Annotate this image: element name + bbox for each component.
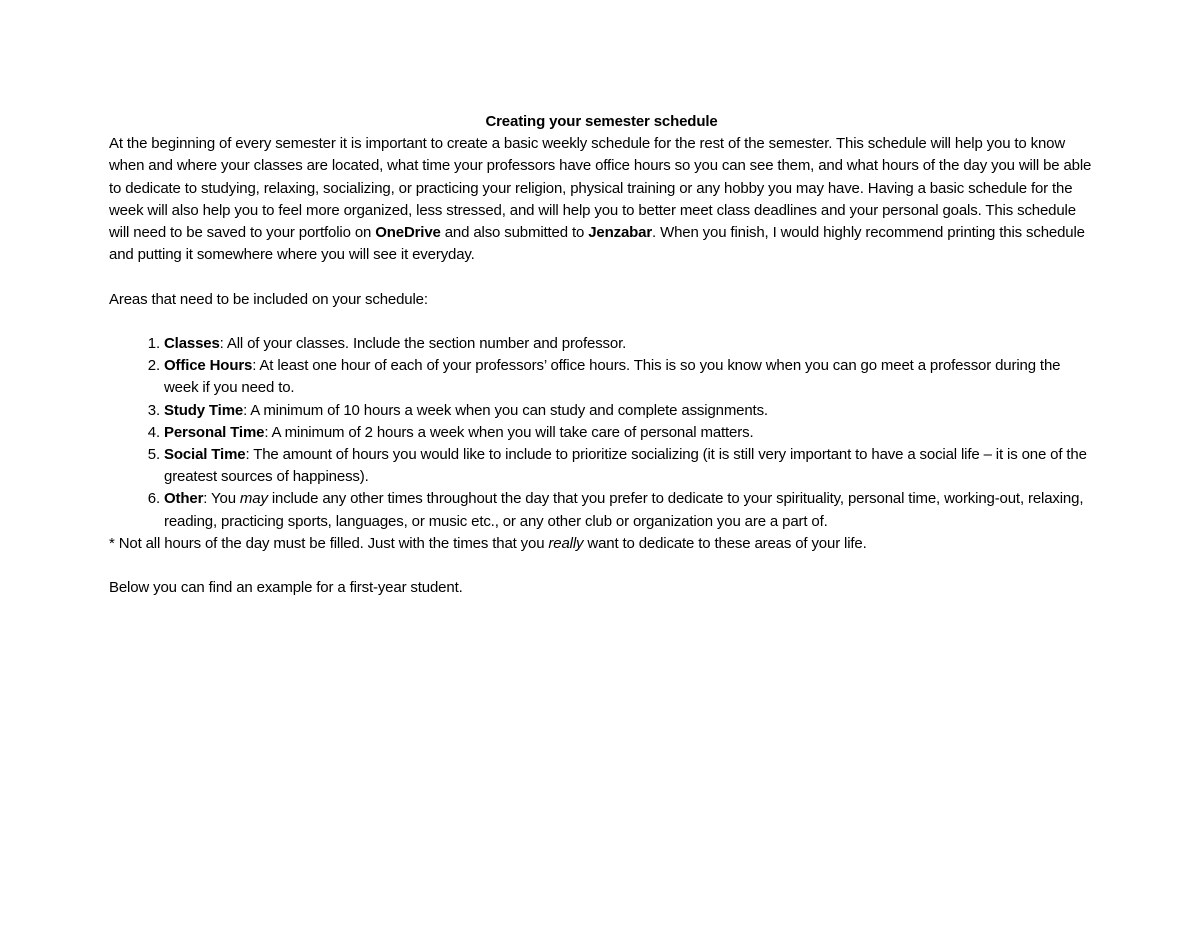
closing-paragraph: Below you can find an example for a first-year student. <box>109 579 463 597</box>
onedrive-term: OneDrive <box>375 224 441 242</box>
list-item-classes <box>164 333 1094 355</box>
area-term: Social Time <box>164 446 246 464</box>
area-term: Other <box>164 490 204 508</box>
footnote-emphasis: really <box>548 534 584 552</box>
area-text: : All of your classes. Include the section number and professor. <box>219 335 627 352</box>
intro-text-2: and also submitted to <box>440 224 589 242</box>
list-item-office-hours <box>164 355 1094 399</box>
area-text: : The amount of hours you would like to include to prioritize socializing (it is still very important to have a social life – it is one of the greatest sources of happiness). <box>164 446 1087 486</box>
document-body <box>109 111 1094 599</box>
areas-list <box>109 333 1094 533</box>
spacer <box>109 266 1094 288</box>
spacer <box>109 311 1094 333</box>
footnote <box>109 533 1094 555</box>
area-term: Office Hours <box>164 357 253 375</box>
list-item-other <box>164 488 1094 532</box>
area-text: : You <box>203 490 240 508</box>
area-text: : At least one hour of each of your professors’ office hours. This is so you know when you can go meet a professor during the week if you need to. <box>164 357 1061 397</box>
area-term: Study Time <box>164 401 244 419</box>
intro-paragraph <box>109 133 1094 266</box>
areas-heading: Areas that need to be included on your schedule: <box>109 290 428 308</box>
spacer <box>109 555 1094 577</box>
footnote-text-2: want to dedicate to these areas of your life. <box>583 534 867 552</box>
list-item-personal-time <box>164 422 1094 444</box>
area-text: include any other times throughout the day that you prefer to dedicate to your spirituality, personal time, working-out, relaxing, reading, practicing sports, languages, or music etc., or any other club or organization you are a part of. <box>164 490 1084 530</box>
page-title: Creating your semester schedule <box>485 113 718 130</box>
area-term: Personal Time <box>164 423 265 441</box>
jenzabar-term: Jenzabar <box>588 224 653 242</box>
area-term: Classes <box>164 335 220 352</box>
list-item-study-time <box>164 400 1094 422</box>
intro-text-3: . When you finish, I would highly recommend printing this schedule and putting it somewhere where you will see it everyday. <box>109 224 1085 264</box>
intro-text-1: At the beginning of every semester it is important to create a basic weekly schedule for the rest of the semester. This schedule will help you to know when and where your classes are located, what time your professors have office hours so you can see them, and what hours of the day you will be able to dedicate to studying, relaxing, socializing, or practicing your religion, physical training or any hobby you may have. Having a basic schedule for the week will also help you to feel more organized, less stressed, and will help you to better meet class deadlines and your personal goals. This schedule will need to be saved to your portfolio on <box>109 135 1092 242</box>
list-item-social-time <box>164 444 1094 488</box>
footnote-text-1: * Not all hours of the day must be filled. Just with the times that you <box>109 534 549 552</box>
area-emphasis: may <box>239 490 268 508</box>
area-text: : A minimum of 10 hours a week when you can study and complete assignments. <box>243 401 768 419</box>
area-text: : A minimum of 2 hours a week when you will take care of personal matters. <box>264 423 754 441</box>
